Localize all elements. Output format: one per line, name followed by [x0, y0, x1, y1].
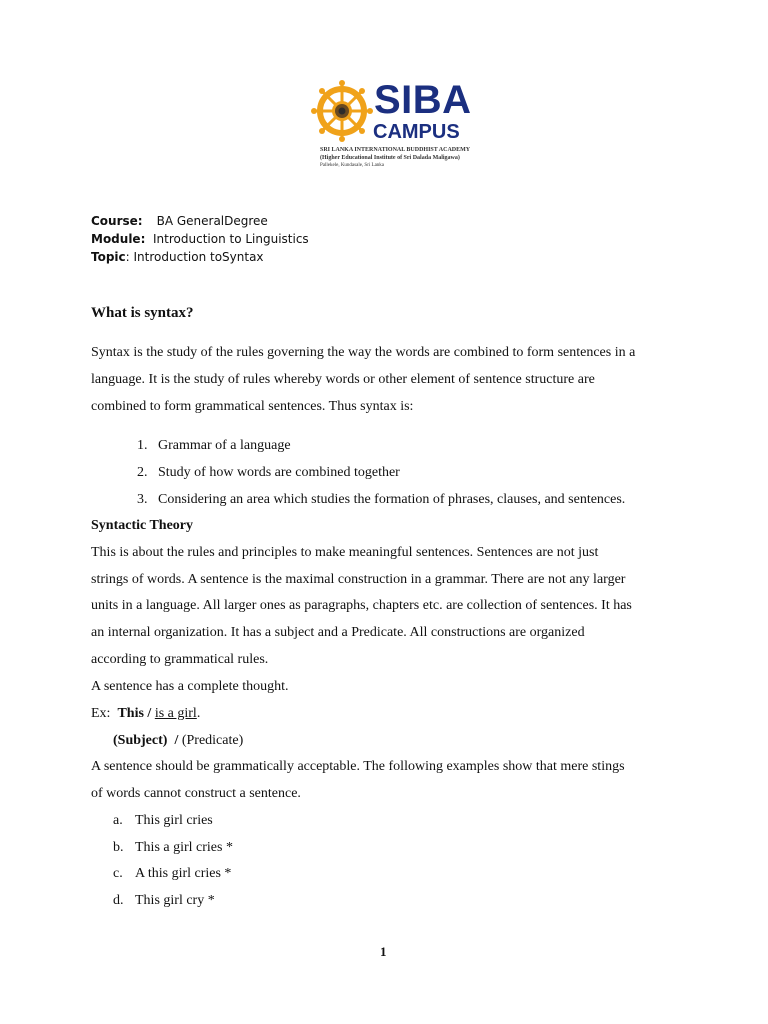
document-meta: [91, 212, 309, 266]
paragraph-line: an internal organization. It has a subject and a Predicate. All constructions are organized: [91, 625, 585, 640]
logo-subtitle-3: Pallekele, Kundasale, Sri Lanka: [320, 163, 385, 168]
paragraph-line: language. It is the study of rules whereby words or other element of sentence structure are: [91, 372, 595, 387]
logo-name-bottom: CAMPUS: [373, 121, 460, 143]
paragraph-line: A sentence should be grammatically acceptable. The following examples show that mere stings: [91, 759, 625, 774]
label-subject: (Subject): [113, 733, 168, 748]
paragraph-line: This is about the rules and principles to make meaningful sentences. Sentences are not just: [91, 545, 599, 560]
list-item-number: 3.: [137, 492, 148, 507]
list-item-number: 1.: [137, 438, 148, 453]
paragraph-line: strings of words. A sentence is the maximal construction in a grammar. There are not any larger: [91, 572, 626, 587]
section-heading-syntactic-theory: Syntactic Theory: [91, 518, 194, 533]
page-number: 1: [380, 944, 387, 959]
logo-name-top: SIBA: [374, 78, 472, 122]
topic-row: [91, 248, 309, 266]
logo-subtitle-2: (Higher Educational Institute of Sri Dalada Maligawa): [320, 155, 460, 161]
example-subject: This /: [117, 706, 152, 721]
siba-campus-logo: [311, 80, 481, 172]
label-predicate: (Predicate): [181, 733, 244, 748]
course-value: BA GeneralDegree: [156, 214, 268, 228]
course-label: Course:: [91, 214, 143, 228]
subject-predicate-labels: [113, 733, 243, 749]
dharma-wheel-icon: [311, 80, 373, 142]
paragraph-line: according to grammatical rules.: [91, 652, 269, 667]
example-letter: b.: [113, 840, 124, 855]
list-item: Considering an area which studies the formation of phrases, clauses, and sentences.: [158, 492, 626, 507]
label-slash: /: [174, 733, 179, 748]
example-end: .: [196, 706, 201, 721]
course-row: [91, 212, 309, 230]
list-item-number: 2.: [137, 465, 148, 480]
list-item: Study of how words are combined together: [158, 465, 400, 480]
example-item: This a girl cries *: [135, 840, 233, 855]
topic-value: : Introduction toSyntax: [125, 250, 264, 264]
example-prefix: Ex:: [91, 706, 111, 721]
paragraph-line: Syntax is the study of the rules governing the way the words are combined to form sentences in a: [91, 345, 636, 360]
paragraph-line: of words cannot construct a sentence.: [91, 786, 301, 801]
example-letter: c.: [113, 866, 123, 881]
module-label: Module:: [91, 232, 146, 246]
list-item: Grammar of a language: [158, 438, 291, 453]
paragraph-line: units in a language. All larger ones as paragraphs, chapters etc. are collection of sentences. It has: [91, 598, 632, 613]
example-letter: a.: [113, 813, 123, 828]
example-item: This girl cries: [135, 813, 213, 828]
topic-label: Topic: [91, 250, 126, 264]
complete-thought-line: A sentence has a complete thought.: [91, 679, 289, 694]
paragraph-line: combined to form grammatical sentences. Thus syntax is:: [91, 399, 414, 414]
module-row: [91, 230, 309, 248]
logo-subtitle-1: SRI LANKA INTERNATIONAL BUDDHIST ACADEMY: [320, 147, 471, 153]
example-letter: d.: [113, 893, 124, 908]
example-sentence: [91, 706, 200, 722]
example-predicate: is a girl: [154, 706, 197, 721]
example-item: A this girl cries *: [135, 866, 232, 881]
section-heading-what-is-syntax: What is syntax?: [91, 305, 194, 321]
example-item: This girl cry *: [135, 893, 215, 908]
module-value: Introduction to Linguistics: [153, 232, 309, 246]
